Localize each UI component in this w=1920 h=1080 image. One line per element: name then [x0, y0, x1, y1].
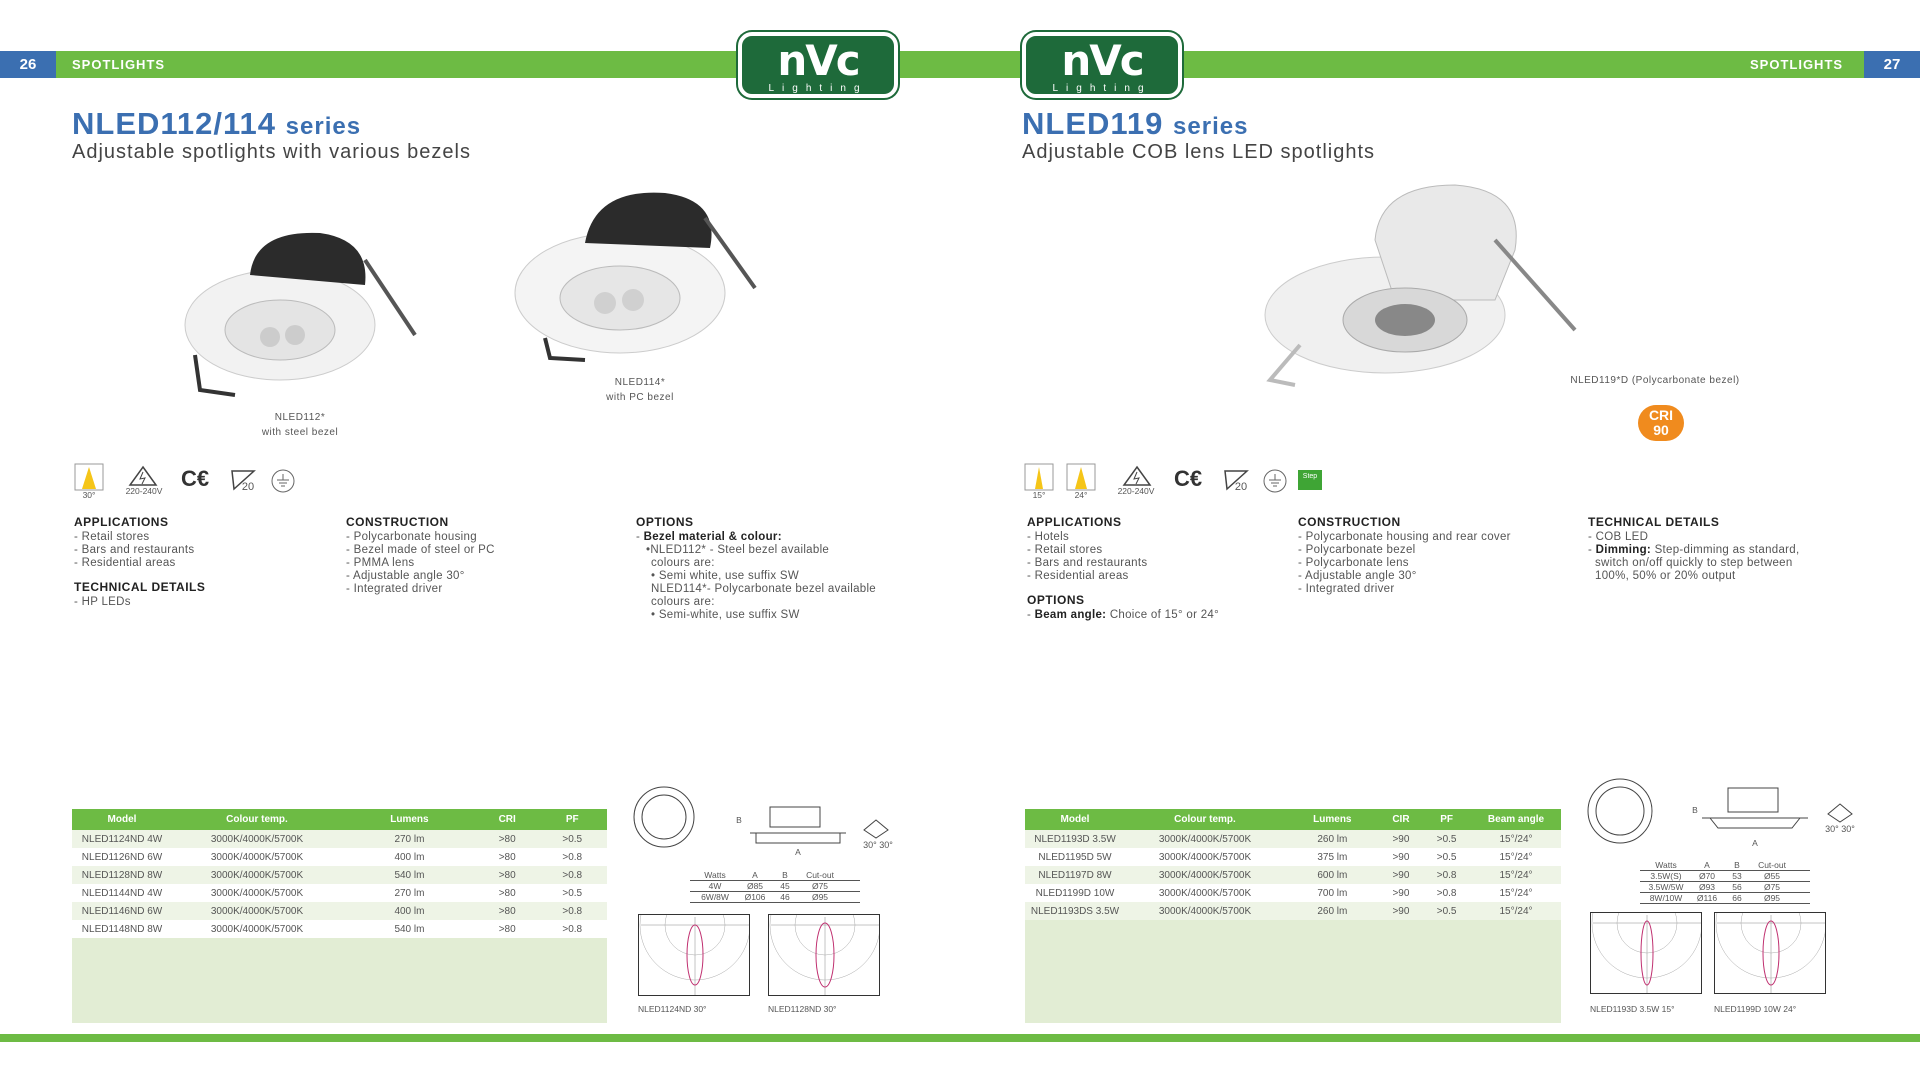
tilt-angle-label: 30° 30°: [863, 840, 893, 850]
table-header: Model Colour temp. Lumens CRI PF: [72, 809, 607, 830]
earth-icon: [270, 468, 296, 494]
caption-nled114: NLED114* with PC bezel: [606, 377, 674, 403]
polar-caption-4: NLED1199D 10W 24°: [1714, 1004, 1797, 1014]
table-row: NLED1126ND 6W 3000K/4000K/5700K 400 lm >80 >0.8: [72, 848, 607, 866]
technical-right: TECHNICAL DETAILS - COB LED - Dimming: Step-dimming as standard, switch on/off quickly to step between 100%, 50% or 20% output: [1588, 515, 1800, 582]
ce-mark-icon: C€: [181, 466, 210, 491]
table-row: NLED1197D 8W 3000K/4000K/5700K 600 lm >90 >0.8 15°/24°: [1025, 866, 1561, 884]
polar-caption-1: NLED1124ND 30°: [638, 1004, 707, 1014]
nvc-logo-right: nVc Lighting: [1022, 32, 1182, 98]
table-row: NLED1148ND 8W 3000K/4000K/5700K 540 lm >80 >0.8: [72, 920, 607, 938]
dimension-a-label: A: [795, 847, 801, 857]
front-view-drawing: [624, 785, 704, 850]
table-row: NLED1193DS 3.5W 3000K/4000K/5700K 260 lm >90 >0.5 15°/24°: [1025, 902, 1561, 920]
product-image-nled119: [1255, 180, 1585, 390]
table-row: NLED1193D 3.5W 3000K/4000K/5700K 260 lm >90 >0.5 15°/24°: [1025, 830, 1561, 848]
dimension-b-label: B: [1692, 805, 1698, 815]
section-title-left: SPOTLIGHTS: [72, 57, 166, 72]
polar-caption-3: NLED1193D 3.5W 15°: [1590, 1004, 1675, 1014]
nvc-logo-left: nVc Lighting: [738, 32, 898, 98]
page-number-left: 26: [0, 51, 56, 78]
beam-angle-label-24: 24°: [1074, 490, 1088, 500]
options-left: OPTIONS - Bezel material & colour: •NLED112* - Steel bezel available colours are: • Semi white, use suffix SW NLED114*- Polycarbonate bezel available colours are: • Semi-white, use suffix SW: [636, 515, 877, 621]
table-row: NLED1124ND 4W 3000K/4000K/5700K 270 lm >80 >0.5: [72, 830, 607, 848]
polar-diagram-4: [1714, 912, 1826, 994]
dimension-table-left: Watts A B Cut-out 4W Ø85 45 Ø75 6W/8W Ø106 46 Ø95: [690, 870, 860, 903]
construction-left: CONSTRUCTION - Polycarbonate housing - Bezel made of steel or PC - PMMA lens - Adjustable angle 30° - Integrated driver: [346, 515, 495, 595]
product-image-nled112: [170, 225, 430, 400]
page-subtitle-right: Adjustable COB lens LED spotlights: [1022, 141, 1376, 163]
table-row: NLED1144ND 4W 3000K/4000K/5700K 270 lm >80 >0.5: [72, 884, 607, 902]
polar-diagram-2: [768, 914, 880, 996]
tilt-angle-label: 30° 30°: [1825, 824, 1855, 834]
tilt-angle-icon: [862, 818, 890, 840]
product-image-nled114: [505, 188, 780, 368]
table-row: NLED1195D 5W 3000K/4000K/5700K 375 lm >90 >0.5 15°/24°: [1025, 848, 1561, 866]
dimension-a-label: A: [1752, 838, 1758, 848]
ip-rating-label: 20: [1234, 481, 1248, 493]
applications-left: APPLICATIONS - Retail stores - Bars and restaurants - Residential areas TECHNICAL DETAILS - HP LEDs: [74, 515, 206, 608]
ip-rating-label: 20: [241, 481, 255, 493]
table-row: NLED1199D 10W 3000K/4000K/5700K 700 lm >90 >0.8 15°/24°: [1025, 884, 1561, 902]
voltage-label: 220-240V: [125, 486, 163, 496]
voltage-icon: [128, 465, 158, 487]
caption-nled112: NLED112* with steel bezel: [261, 412, 339, 438]
header-bar-mid: [900, 51, 1020, 78]
section-title-right: SPOTLIGHTS: [1750, 57, 1844, 72]
beam-angle-label: 30°: [82, 490, 96, 500]
polar-diagram-3: [1590, 912, 1702, 994]
beam-angle-label-15: 15°: [1032, 490, 1046, 500]
voltage-icon: [1122, 465, 1152, 487]
dimension-b-label: B: [736, 815, 742, 825]
table-row: NLED1128ND 8W 3000K/4000K/5700K 540 lm >80 >0.8: [72, 866, 607, 884]
spec-table-right: [1025, 809, 1561, 1023]
polar-diagram-1: [638, 914, 750, 996]
spec-table-left: [72, 809, 607, 1023]
voltage-label: 220-240V: [1117, 486, 1155, 496]
ce-mark-icon: C€: [1174, 466, 1203, 491]
front-view-drawing: [1578, 776, 1662, 846]
dimension-table-right: Watts A B Cut-out 3.5W(S) Ø70 53 Ø55 3.5W/5W Ø93 56 Ø75 8W/10W Ø116 66 Ø95: [1640, 860, 1810, 904]
footer-bar: [0, 1034, 1920, 1042]
page-title-left: NLED112/114 series: [72, 106, 362, 141]
polar-caption-2: NLED1128ND 30°: [768, 1004, 837, 1014]
caption-nled119: NLED119*D (Polycarbonate bezel): [1570, 375, 1740, 386]
tilt-angle-icon: [1826, 802, 1854, 824]
page-subtitle-left: Adjustable spotlights with various bezels: [72, 141, 471, 163]
cri-badge: CRI 90: [1638, 405, 1684, 441]
construction-right: CONSTRUCTION - Polycarbonate housing and rear cover - Polycarbonate bezel - Polycarbonate lens - Adjustable angle 30° - Integrated driver: [1298, 515, 1511, 595]
side-view-drawing: [748, 805, 848, 850]
side-view-drawing: [1700, 786, 1810, 836]
page-title-right: NLED119 series: [1022, 106, 1249, 141]
page-number-right: 27: [1864, 51, 1920, 78]
applications-right: APPLICATIONS - Hotels - Retail stores - Bars and restaurants - Residential areas OPTIONS - Beam angle: Choice of 15° or 24°: [1027, 515, 1219, 621]
step-dimming-icon: Step: [1298, 470, 1322, 490]
table-row: NLED1146ND 6W 3000K/4000K/5700K 400 lm >80 >0.8: [72, 902, 607, 920]
beam-angle-icon: [1024, 463, 1054, 491]
beam-angle-icon: [1066, 463, 1096, 491]
earth-icon: [1262, 468, 1288, 494]
table-header: Model Colour temp. Lumens CIR PF Beam angle: [1025, 809, 1561, 830]
